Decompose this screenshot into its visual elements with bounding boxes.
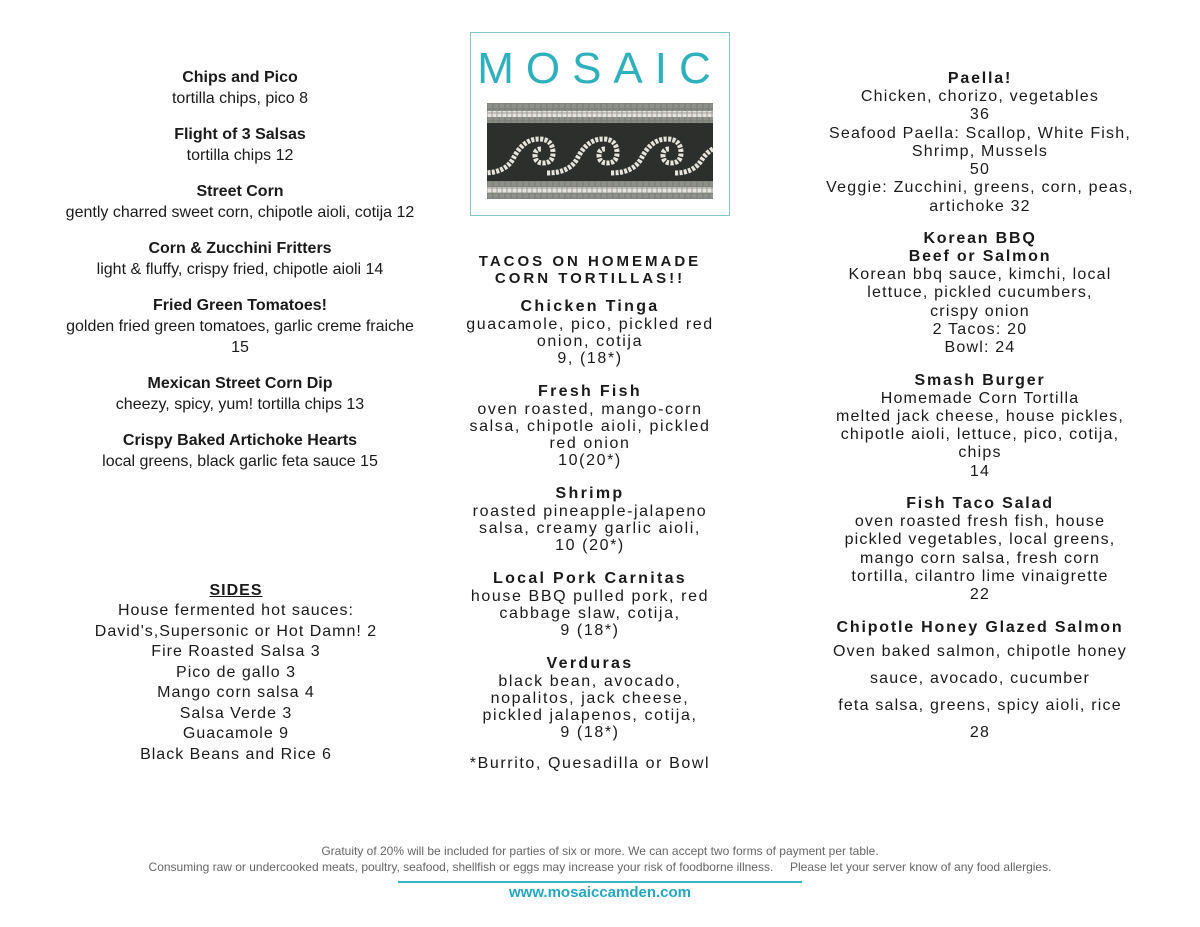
taco-line: onion, cotija: [536, 333, 644, 350]
entree-line: artichoke 32: [929, 197, 1031, 215]
taco-item: [440, 654, 740, 741]
taco-line: oven roasted, mango-corn: [477, 401, 703, 418]
sides-line: House fermented hot sauces:: [117, 602, 354, 619]
appetizer-title: Corn & Zucchini Fritters: [148, 240, 332, 257]
brand-wordmark: MOSAIC: [477, 44, 723, 93]
taco-title: Verduras: [546, 655, 634, 672]
taco-line: 9 (18*): [560, 622, 620, 639]
taco-line: roasted pineapple-jalapeno: [472, 503, 708, 520]
tacos-heading-line: CORN TORTILLAS!!: [494, 270, 686, 287]
taco-line: house BBQ pulled pork, red: [470, 588, 710, 605]
taco-line: 9, (18*): [557, 350, 623, 367]
appetizer-desc: tortilla chips 12: [186, 147, 294, 164]
sides-line: Guacamole 9: [182, 725, 290, 742]
entree-line: lettuce, pickled cucumbers,: [867, 284, 1093, 302]
entree-line: pickled vegetables, local greens,: [844, 531, 1116, 549]
appetizer-title: Chips and Pico: [182, 69, 298, 86]
taco-line: black bean, avocado,: [498, 673, 682, 690]
taco-line: salsa, creamy garlic aioli,: [479, 520, 701, 537]
appetizer-title: Crispy Baked Artichoke Hearts: [122, 432, 358, 449]
sides-line: David's,Supersonic or Hot Damn! 2: [94, 622, 378, 640]
appetizer-item: [60, 296, 420, 358]
sides-line: Mango corn salsa 4: [157, 684, 315, 701]
entree-line: 22: [969, 586, 991, 604]
sides-heading: SIDES: [209, 582, 263, 599]
taco-item: [440, 484, 740, 554]
entree-line: 36: [969, 106, 991, 124]
sides-line: Black Beans and Rice 6: [140, 745, 332, 763]
taco-line: pickled jalapenos, cotija,: [482, 707, 698, 724]
entree-line: oven roasted fresh fish, house: [854, 513, 1106, 531]
entree-item: [820, 70, 1140, 216]
entree-line: melted jack cheese, house pickles,: [835, 407, 1125, 425]
taco-line: 10 (20*): [555, 537, 625, 554]
taco-title: Fresh Fish: [538, 383, 642, 400]
appetizer-title: Mexican Street Corn Dip: [147, 375, 333, 392]
entree-line: Seafood Paella: Scallop, White Fish,: [828, 124, 1131, 142]
entree-title: Chipotle Honey Glazed Salmon: [836, 618, 1124, 636]
taco-line: nopalitos, jack cheese,: [490, 690, 690, 707]
appetizer-desc: tortilla chips, pico 8: [171, 90, 309, 107]
entree-line: Bowl: 24: [944, 339, 1016, 357]
entree-line: sauce, avocado, cucumber: [869, 669, 1091, 687]
taco-item: [440, 569, 740, 639]
taco-title: Local Pork Carnitas: [493, 570, 687, 587]
entree-item: [820, 230, 1140, 357]
tacos-section: [440, 253, 740, 774]
entree-line: 2 Tacos: 20: [932, 320, 1028, 338]
entree-line: Veggie: Zucchini, greens, corn, peas,: [826, 179, 1134, 197]
entree-line: tortilla, cilantro lime vinaigrette: [851, 567, 1109, 585]
entree-line: mango corn salsa, fresh corn: [860, 549, 1100, 567]
mosaic-wave-image: [487, 103, 713, 199]
sides-section: [60, 580, 412, 765]
footer: [0, 843, 1200, 901]
entree-title: Fish Taco Salad: [906, 495, 1054, 513]
entrees-section: [820, 70, 1140, 759]
appetizer-desc: gently charred sweet corn, chipotle aioli, cotija 12: [65, 204, 415, 221]
logo-panel: [470, 32, 730, 216]
entree-line: Chicken, chorizo, vegetables: [860, 88, 1100, 105]
sides-line: Fire Roasted Salsa 3: [151, 643, 321, 660]
website-link[interactable]: www.mosaiccamden.com: [508, 884, 691, 901]
taco-line: 9 (18*): [560, 724, 620, 741]
food-safety-warning: Consuming raw or undercooked meats, poultry, seafood, shellfish or eggs may increase your risk of foodborne illness. Please let your server know of any food allergies.: [148, 860, 1052, 874]
taco-line: cabbage slaw, cotija,: [499, 605, 681, 622]
entree-line: Shrimp, Mussels: [911, 142, 1049, 160]
entree-title: Smash Burger: [914, 371, 1046, 389]
sides-line: Pico de gallo 3: [176, 663, 296, 681]
appetizer-title: Flight of 3 Salsas: [174, 126, 306, 143]
entree-item: [820, 372, 1140, 481]
appetizer-title: Street Corn: [196, 183, 284, 200]
entree-title: Korean BBQ Beef or Salmon: [908, 230, 1052, 266]
taco-line: red onion: [549, 435, 631, 452]
tacos-heading-line: TACOS ON HOMEMADE: [478, 253, 702, 270]
entree-item: [820, 619, 1140, 745]
appetizer-item: [60, 182, 420, 223]
taco-title: Chicken Tinga: [520, 298, 660, 315]
appetizer-desc: golden fried green tomatoes, garlic creme fraiche 15: [66, 318, 414, 356]
entree-line: Oven baked salmon, chipotle honey: [833, 642, 1127, 660]
tacos-heading: [440, 253, 740, 287]
entree-line: 14: [969, 462, 991, 480]
entree-title: Paella!: [947, 70, 1013, 87]
appetizer-title: Fried Green Tomatoes!: [153, 297, 327, 314]
entree-line: Homemade Corn Tortilla: [880, 389, 1080, 407]
appetizer-item: [60, 68, 420, 109]
appetizers-section: [60, 68, 420, 488]
taco-item: [440, 382, 740, 469]
entree-line: feta salsa, greens, spicy aioli, rice: [838, 696, 1122, 714]
appetizer-item: [60, 374, 420, 415]
entree-item: [820, 495, 1140, 604]
appetizer-item: [60, 431, 420, 472]
taco-title: Shrimp: [555, 485, 625, 502]
taco-item: [440, 297, 740, 367]
appetizer-item: [60, 239, 420, 280]
entree-line: crispy onion: [930, 302, 1030, 320]
taco-line: salsa, chipotle aioli, pickled: [469, 418, 711, 435]
entree-line: 28: [969, 723, 991, 741]
appetizer-desc: local greens, black garlic feta sauce 15: [102, 453, 378, 470]
appetizer-item: [60, 125, 420, 166]
sides-line: Salsa Verde 3: [179, 704, 293, 722]
appetizer-desc: cheezy, spicy, yum! tortilla chips 13: [115, 396, 365, 413]
entree-line: 50: [969, 161, 991, 179]
entree-line: chipotle aioli, lettuce, pico, cotija,: [840, 426, 1120, 444]
entree-line: chips: [958, 444, 1002, 462]
taco-line: 10(20*): [558, 452, 622, 469]
appetizer-desc: light & fluffy, crispy fried, chipotle aioli 14: [96, 261, 384, 278]
taco-footnote: *Burrito, Quesadilla or Bowl: [469, 755, 711, 772]
gratuity-note: Gratuity of 20% will be included for parties of six or more. We can accept two forms of payment per table.: [321, 844, 879, 858]
entree-line: Korean bbq sauce, kimchi, local: [848, 266, 1112, 284]
taco-line: guacamole, pico, pickled red: [466, 316, 714, 333]
footer-divider: [398, 881, 802, 883]
